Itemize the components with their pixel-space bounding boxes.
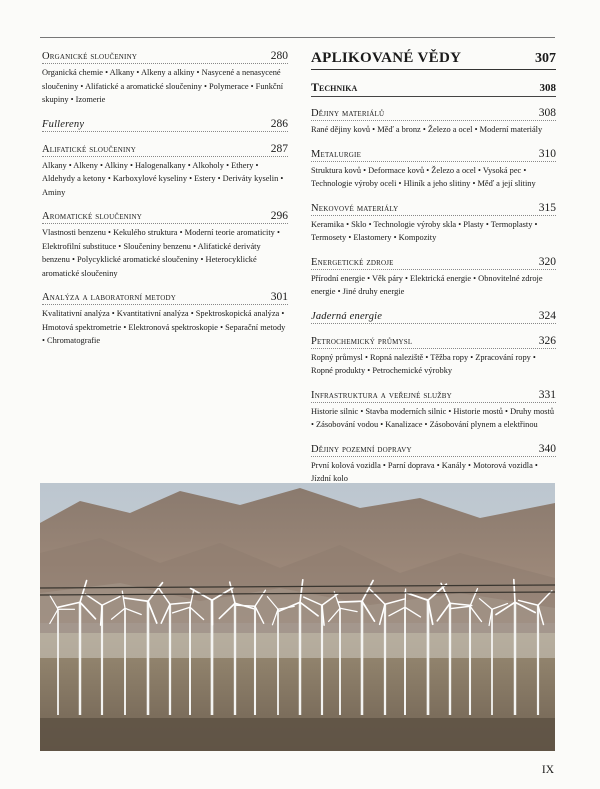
right-entry-list — [311, 107, 556, 486]
left-toc-column — [42, 50, 288, 359]
toc-entry-description: Organická chemie • Alkany • Alkeny a alkiny • Nasycené a nenasycené sloučeniny • Alifatické a aromatické sloučeniny • Polymerace • Funkční skupiny • Izomerie — [42, 68, 284, 104]
toc-entry — [311, 310, 556, 324]
toc-entry — [42, 118, 288, 132]
toc-entry-heading — [42, 291, 288, 305]
toc-entry-page: 340 — [538, 442, 556, 455]
subsection-title: Technika — [311, 80, 358, 94]
toc-entry-description: První kolová vozidla • Parní doprava • Kanály • Motorová vozidla • Jízdní kolo — [311, 460, 538, 483]
toc-entry-title[interactable]: Analýza a laboratorní metody — [42, 292, 176, 303]
toc-entry-title[interactable]: Organické sloučeniny — [42, 51, 138, 62]
toc-entry-heading — [311, 310, 556, 324]
subsection-page: 308 — [539, 82, 556, 94]
wind-farm-photo — [40, 483, 555, 751]
toc-entry — [311, 389, 556, 432]
section-title: APLIKOVANÉ VĚDY — [311, 50, 462, 66]
toc-entry-heading — [311, 202, 556, 216]
toc-entry — [311, 256, 556, 299]
toc-entry-heading — [42, 118, 288, 132]
toc-entry-heading — [311, 389, 556, 403]
subsection-heading — [311, 80, 556, 97]
toc-entry-page: 315 — [538, 201, 556, 214]
toc-entry-heading — [311, 256, 556, 270]
toc-entry — [311, 107, 556, 137]
toc-entry-heading — [311, 335, 556, 349]
toc-entry-title[interactable]: Energetické zdroje — [311, 256, 394, 268]
toc-entry-title[interactable]: Alifatické sloučeniny — [42, 143, 136, 155]
toc-entry-heading — [42, 50, 288, 64]
toc-entry-description: Rané dějiny kovů • Měď a bronz • Železo a ocel • Moderní materiály — [311, 125, 543, 134]
toc-entry-page: 326 — [538, 334, 556, 347]
toc-entry-page: 308 — [538, 107, 556, 119]
top-rule — [40, 37, 555, 38]
toc-entry-page: 280 — [270, 50, 288, 62]
right-toc-column — [311, 50, 556, 497]
toc-entry-description: Struktura kovů • Deformace kovů • Železo a ocel • Vysoká pec • Technologie výroby oceli • Hliník a jeho slitiny • Měď a její slitiny — [311, 165, 536, 188]
toc-entry-page: 287 — [270, 142, 288, 155]
toc-entry-title[interactable]: Metalurgie — [311, 148, 362, 160]
toc-entry-page: 331 — [538, 388, 556, 401]
toc-entry-heading — [42, 210, 288, 224]
toc-entry-description: Keramika • Sklo • Technologie výroby skla • Plasty • Termoplasty • Termosety • Elastomery • Kompozity — [311, 219, 538, 242]
toc-entry-heading — [311, 107, 556, 121]
toc-entry-title[interactable]: Dějiny pozemní dopravy — [311, 443, 412, 455]
toc-entry — [42, 291, 288, 348]
toc-entry-title[interactable]: Nekovové materiály — [311, 202, 399, 214]
toc-entry-page: 286 — [270, 117, 288, 130]
toc-entry-description: Vlastnosti benzenu • Kekulého struktura • Moderní teorie aromaticity • Elektrofilní substituce • Sloučeniny benzenu • Alifatické deriváty benzenu • Polycyklické aromatické sloučeniny • Heterocyklické aromatické sloučeniny — [42, 228, 280, 278]
toc-entry-page: 296 — [270, 210, 288, 222]
toc-entry-title[interactable]: Dějiny materiálů — [311, 108, 385, 119]
toc-entry — [42, 143, 288, 200]
toc-entry-title[interactable]: Aromatické sloučeniny — [42, 211, 142, 222]
toc-entry-description: Kvalitativní analýza • Kvantitativní analýza • Spektroskopická analýza • Hmotová spektrometrie • Elektronová spektroskopie • Separační metody • Chromatografie — [42, 309, 286, 345]
page-number: IX — [541, 764, 554, 776]
toc-entry-page: 301 — [270, 291, 288, 303]
toc-entry-title[interactable]: Petrochemický průmysl — [311, 335, 413, 347]
toc-entry-description: Alkany • Alkeny • Alkiny • Halogenalkany • Alkoholy • Ethery • Aldehydy a ketony • Karboxylové kyseliny • Estery • Deriváty kyselin • Aminy — [42, 160, 284, 197]
toc-entry — [311, 443, 556, 486]
toc-entry — [311, 335, 556, 378]
toc-entry-heading — [42, 143, 288, 157]
toc-entry-page: 320 — [538, 255, 556, 268]
toc-entry-description: Přírodní energie • Věk páry • Elektrická energie • Obnovitelné zdroje energie • Jiné druhy energie — [311, 273, 543, 296]
toc-entry-page: 310 — [538, 147, 556, 160]
toc-entry-description: Ropný průmysl • Ropná naleziště • Těžba ropy • Zpracování ropy • Ropné produkty • Petrochemické výrobky — [311, 352, 536, 375]
toc-entry-heading — [311, 148, 556, 162]
toc-entry-title[interactable]: Jaderná energie — [311, 310, 383, 322]
toc-entry-description: Historie silnic • Stavba moderních silnic • Historie mostů • Druhy mostů • Zásobování vodou • Kanalizace • Zásobování plynem a elektřinou — [311, 406, 555, 429]
toc-entry-title[interactable]: Fullereny — [42, 118, 85, 130]
toc-entry — [311, 202, 556, 245]
wind-farm-illustration — [40, 483, 555, 751]
toc-entry-title[interactable]: Infrastruktura a veřejné služby — [311, 389, 452, 401]
toc-entry — [311, 148, 556, 191]
toc-entry — [42, 210, 288, 280]
toc-entry-page: 324 — [538, 309, 556, 322]
section-page: 307 — [535, 51, 556, 66]
toc-entry-heading — [311, 443, 556, 457]
section-heading — [311, 50, 556, 70]
toc-entry — [42, 50, 288, 107]
